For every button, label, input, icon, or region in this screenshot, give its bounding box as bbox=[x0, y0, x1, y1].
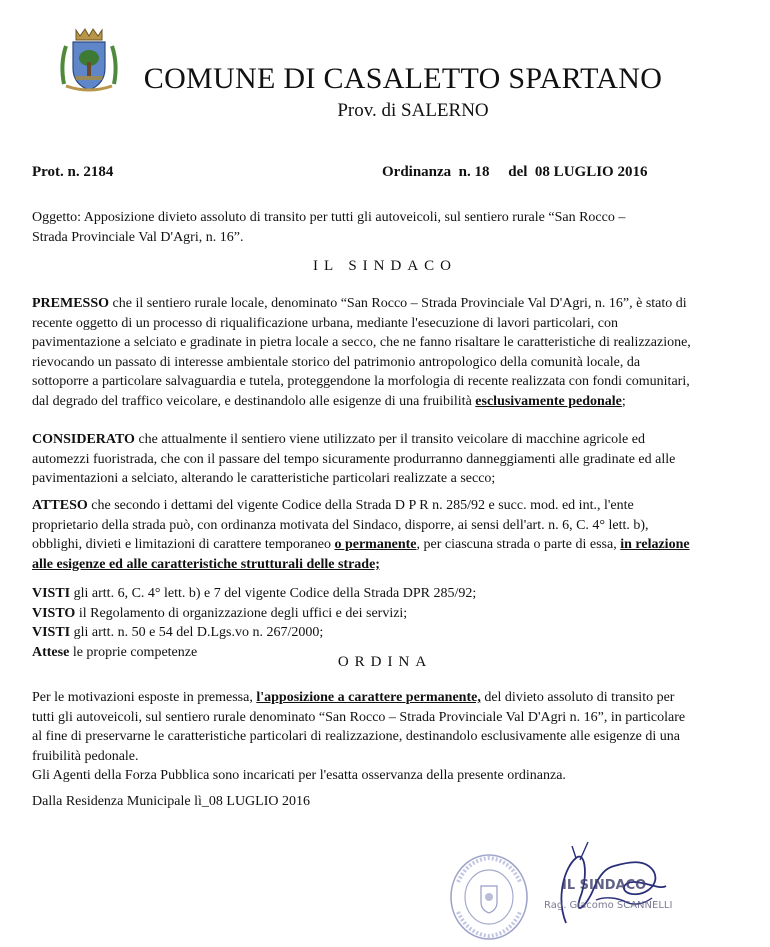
visti-item: Attese le proprie competenze bbox=[32, 644, 198, 660]
dispositivo-emphasis: l'apposizione a carattere permanente, bbox=[256, 690, 481, 705]
premesso-label: PREMESSO bbox=[32, 296, 110, 311]
premesso-end: ; bbox=[621, 393, 626, 409]
residenza-line: Dalla Residenza Municipale lì_08 LUGLIO 2016 bbox=[32, 794, 310, 809]
protocol-number: Prot. n. 2184 bbox=[32, 164, 114, 180]
atteso-emphasis-esigenze: in relazione alle esigenze ed alle caratteristiche strutturali delle strade; bbox=[32, 537, 690, 572]
premesso-emphasis: esclusivamente pedonale bbox=[475, 393, 622, 409]
atteso-label: ATTESO bbox=[32, 498, 88, 513]
subject-line-2: Strada Provinciale Val D'Agri, n. 16”. bbox=[32, 229, 244, 245]
official-stamp-icon bbox=[448, 852, 530, 942]
visti-item: VISTO il Regolamento di organizzazione degli uffici e dei servizi; bbox=[32, 605, 408, 621]
page-subtitle: Prov. di SALERNO bbox=[337, 100, 489, 121]
heading-il-sindaco: IL SINDACO bbox=[312, 258, 458, 274]
considerato-label: CONSIDERATO bbox=[32, 432, 135, 447]
considerato-paragraph bbox=[32, 430, 692, 489]
subject-paragraph bbox=[32, 208, 692, 247]
dispositivo-line-2: Gli Agenti della Forza Pubblica sono incaricati per l'esatta osservanza della presente ordinanza. bbox=[32, 768, 566, 784]
premesso-text: che il sentiero rurale locale, denominato “San Rocco – Strada Provinciale Val D'Agri, n. 16”, è stato di recente oggetto di un processo di riqualificazione urbana, mediante l'esecuzione di lavori particolari, con pavimentazione a selciato e gradinate in pietra locale a secco, che ne fanno risaltare le caratteristiche di realizzazione, rievocando un passato di interesse ambientale storico del patrimonio antropologico della comunità locale, da sottoporre a particolare salvaguardia e tutela, proteggendone la morfologia di recente realizzata con fondi comunitari, dal degrado del traffico veicolare, e destinandolo alle esigenze di una fruibilità bbox=[32, 296, 691, 409]
page-title: COMUNE DI CASALETTO SPARTANO bbox=[143, 62, 663, 95]
atteso-text: che secondo i dettami del vigente Codice della Strada D P R n. 285/92 e succ. mod. ed int., l'ente proprietario della strada può, con ordinanza motivata del Sindaco, disporre, ai sensi dell'art. n. 6, C. 4° lett. b), obblighi, divieti e limitazioni di carattere temporaneo bbox=[32, 498, 649, 553]
premesso-paragraph bbox=[32, 294, 692, 412]
atteso-text-2: , per ciascuna strada o parte di essa, bbox=[416, 537, 621, 553]
considerato-text: che attualmente il sentiero viene utilizzato per il transito veicolare di macchine agricole ed automezzi fuoristrada, che con il passare del tempo sicuramente produrranno danneggiamenti alle gradinate ed alle pavimentazioni a selciato, alterando le caratteristiche particolari realizzate a secco; bbox=[32, 432, 676, 487]
atteso-emphasis-permanente: o permanente bbox=[334, 537, 417, 553]
visti-list bbox=[32, 584, 692, 662]
dispositivo-paragraph bbox=[32, 688, 692, 786]
signature-name: Rag. Giacomo SCANNELLI bbox=[544, 900, 673, 911]
ordinance-number: Ordinanza n. 18 del 08 LUGLIO 2016 bbox=[382, 164, 648, 180]
dispositivo-text-2: del divieto assoluto di transito per tutti gli autoveicoli, sul sentiero rurale denominato “San Rocco – Strada Provinciale Val D'Agri n. 16”, in particolare al fine di preservarne le caratteristiche particolari di realizzazione, destinandolo esclusivamente alle esigenze di una fruibilità pedonale. bbox=[32, 690, 686, 764]
subject-line-1: Oggetto: Apposizione divieto assoluto di transito per tutti gli autoveicoli, sul sentiero rurale “San Rocco – bbox=[32, 210, 626, 225]
atteso-paragraph bbox=[32, 496, 692, 574]
visti-item: VISTI gli artt. 6, C. 4° lett. b) e 7 del vigente Codice della Strada DPR 285/92; bbox=[32, 586, 477, 601]
dispositivo-text-1: Per le motivazioni esposte in premessa, bbox=[32, 690, 257, 705]
heading-ordina: ORDINA bbox=[337, 654, 433, 670]
signature-title: IL SINDACO bbox=[562, 878, 647, 893]
visti-item: VISTI gli artt. n. 50 e 54 del D.Lgs.vo n. 267/2000; bbox=[32, 625, 324, 641]
